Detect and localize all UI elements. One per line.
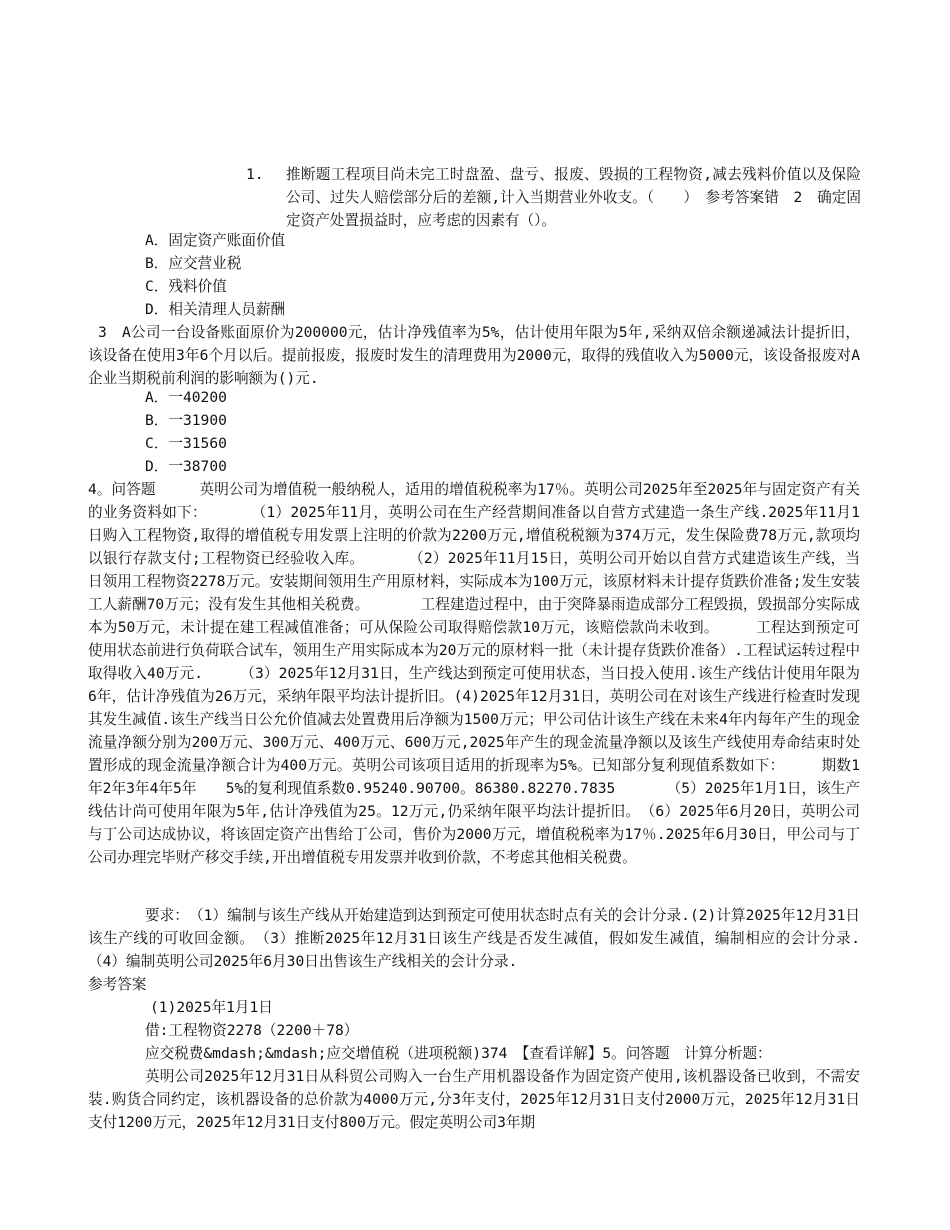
option-c: C．残料价值	[145, 278, 227, 295]
answer-date-line: (1)2025年1月1日	[150, 999, 273, 1016]
option-d: D．相关清理人员薪酬	[145, 301, 286, 318]
question-5-text: 英明公司2025年12月31日从科贸公司购入一台生产用机器设备作为固定资产使用,该机器设备已收到，不需安装.购货合同约定，该机器设备的总价款为4000万元,分3年支付，2025年12月31日支付2000万元，2025年12月31日支付1200万元，2025年12月31日支付800万元。假定英明公司3年期	[88, 1068, 860, 1131]
option-c: C．一31560	[145, 435, 227, 452]
answer-tax-line: 应交税费&mdash;&mdash;应交增值税（进项税额)374 【查看详解】5。问答题 计算分析题：	[145, 1045, 772, 1062]
question-1-number: 1.	[246, 166, 264, 183]
option-a: A．一40200	[145, 389, 227, 406]
option-a: A．固定资产账面价值	[145, 232, 286, 249]
question-1-text: 推断题工程项目尚未完工时盘盈、盘亏、报废、毁损的工程物资,减去残料价值以及保险公司、过失人赔偿部分后的差额,计入当期营业外收支。（ ） 参考答案错 2 确定固定资产处置损益时，应考虑的因素有（）。	[286, 166, 861, 229]
option-d: D．一38700	[145, 458, 227, 475]
option-b: B．一31900	[145, 412, 227, 429]
answer-debit-line: 借:工程物资2278（2200＋78）	[145, 1022, 359, 1039]
question-3-options	[145, 386, 845, 478]
question-4-text: 4。问答题 英明公司为增值税一般纳税人，适用的增值税税率为17％。英明公司2025年至2025年与固定资产有关的业务资料如下： （1）2025年11月，英明公司在生产经营期间准备以自营方式建造一条生产线.2025年11月1日购入工程物资,取得的增值税专用发票上注明的价款为2200万元,增值税税额为374万元，发生保险费78万元,款项均以银行存款支付;工程物资已经验收入库。 （2）2025年11月15日，英明公司开始以自营方式建造该生产线，当日领用工程物资2278万元。安装期间领用生产用原材料，实际成本为100万元，该原材料未计提存货跌价准备;发生安装工人薪酬70万元；没有发生其他相关税费。 工程建造过程中，由于突降暴雨造成部分工程毁损，毁损部分实际成本为50万元，未计提在建工程减值准备；可从保险公司取得赔偿款10万元，该赔偿款尚未收到。 工程达到预定可使用状态前进行负荷联合试车，领用生产用实际成本为20万元的原材料一批（未计提存货跌价准备）.工程试运转过程中取得收入40万元. （3）2025年12月31日，生产线达到预定可使用状态，当日投入使用.该生产线估计使用年限为6年，估计净残值为26万元，采纳年限平均法计提折旧。(4)2025年12月31日，英明公司在对该生产线进行检查时发现其发生减值.该生产线当日公允价值减去处置费用后净额为1500万元；甲公司估计该生产线在未来4年内每年产生的现金流量净额分别为200万元、300万元、400万元、600万元,2025年产生的现金流量净额以及该生产线使用寿命结束时处置形成的现金流量净额合计为400万元。英明公司该项目适用的折现率为5%。已知部分复利现值系数如下： 期数1年2年3年4年5年 5%的复利现值系数0.95240.90700。86380.82270.7835 （5）2025年1月1日，该生产线估计尚可使用年限为5年,估计净残值为25。12万元,仍采纳年限平均法计提折旧。 （6）2025年6月20日，英明公司与丁公司达成协议，将该固定资产出售给丁公司，售价为2000万元，增值税税率为17％.2025年6月30日，甲公司与丁公司办理完毕财产移交手续,开出增值税专用发票并收到价款，不考虑其他相关税费。	[88, 481, 860, 866]
question-2-options	[145, 229, 845, 321]
requirement-text: 要求： （1）编制与该生产线从开始建造到达到预定可使用状态时点有关的会计分录.(2)计算2025年12月31日该生产线的可收回金额。 （3）推断2025年12月31日该生产线是否发生减值，假如发生减值，编制相应的会计分录. （4）编制英明公司2025年6月30日出售该生产线相关的会计分录.	[88, 907, 904, 970]
question-1	[246, 163, 861, 232]
option-b: B．应交营业税	[145, 255, 242, 272]
answer-label: 参考答案	[88, 976, 147, 993]
question-3-text: 3 A公司一台设备账面原价为200000元，估计净残值率为5%，估计使用年限为5年,采纳双倍余额递减法计提折旧，该设备在使用3年6个月以后。提前报废，报废时发生的清理费用为2000元，取得的残值收入为5000元，该设备报废对A企业当期税前利润的影响额为()元.	[88, 324, 860, 387]
